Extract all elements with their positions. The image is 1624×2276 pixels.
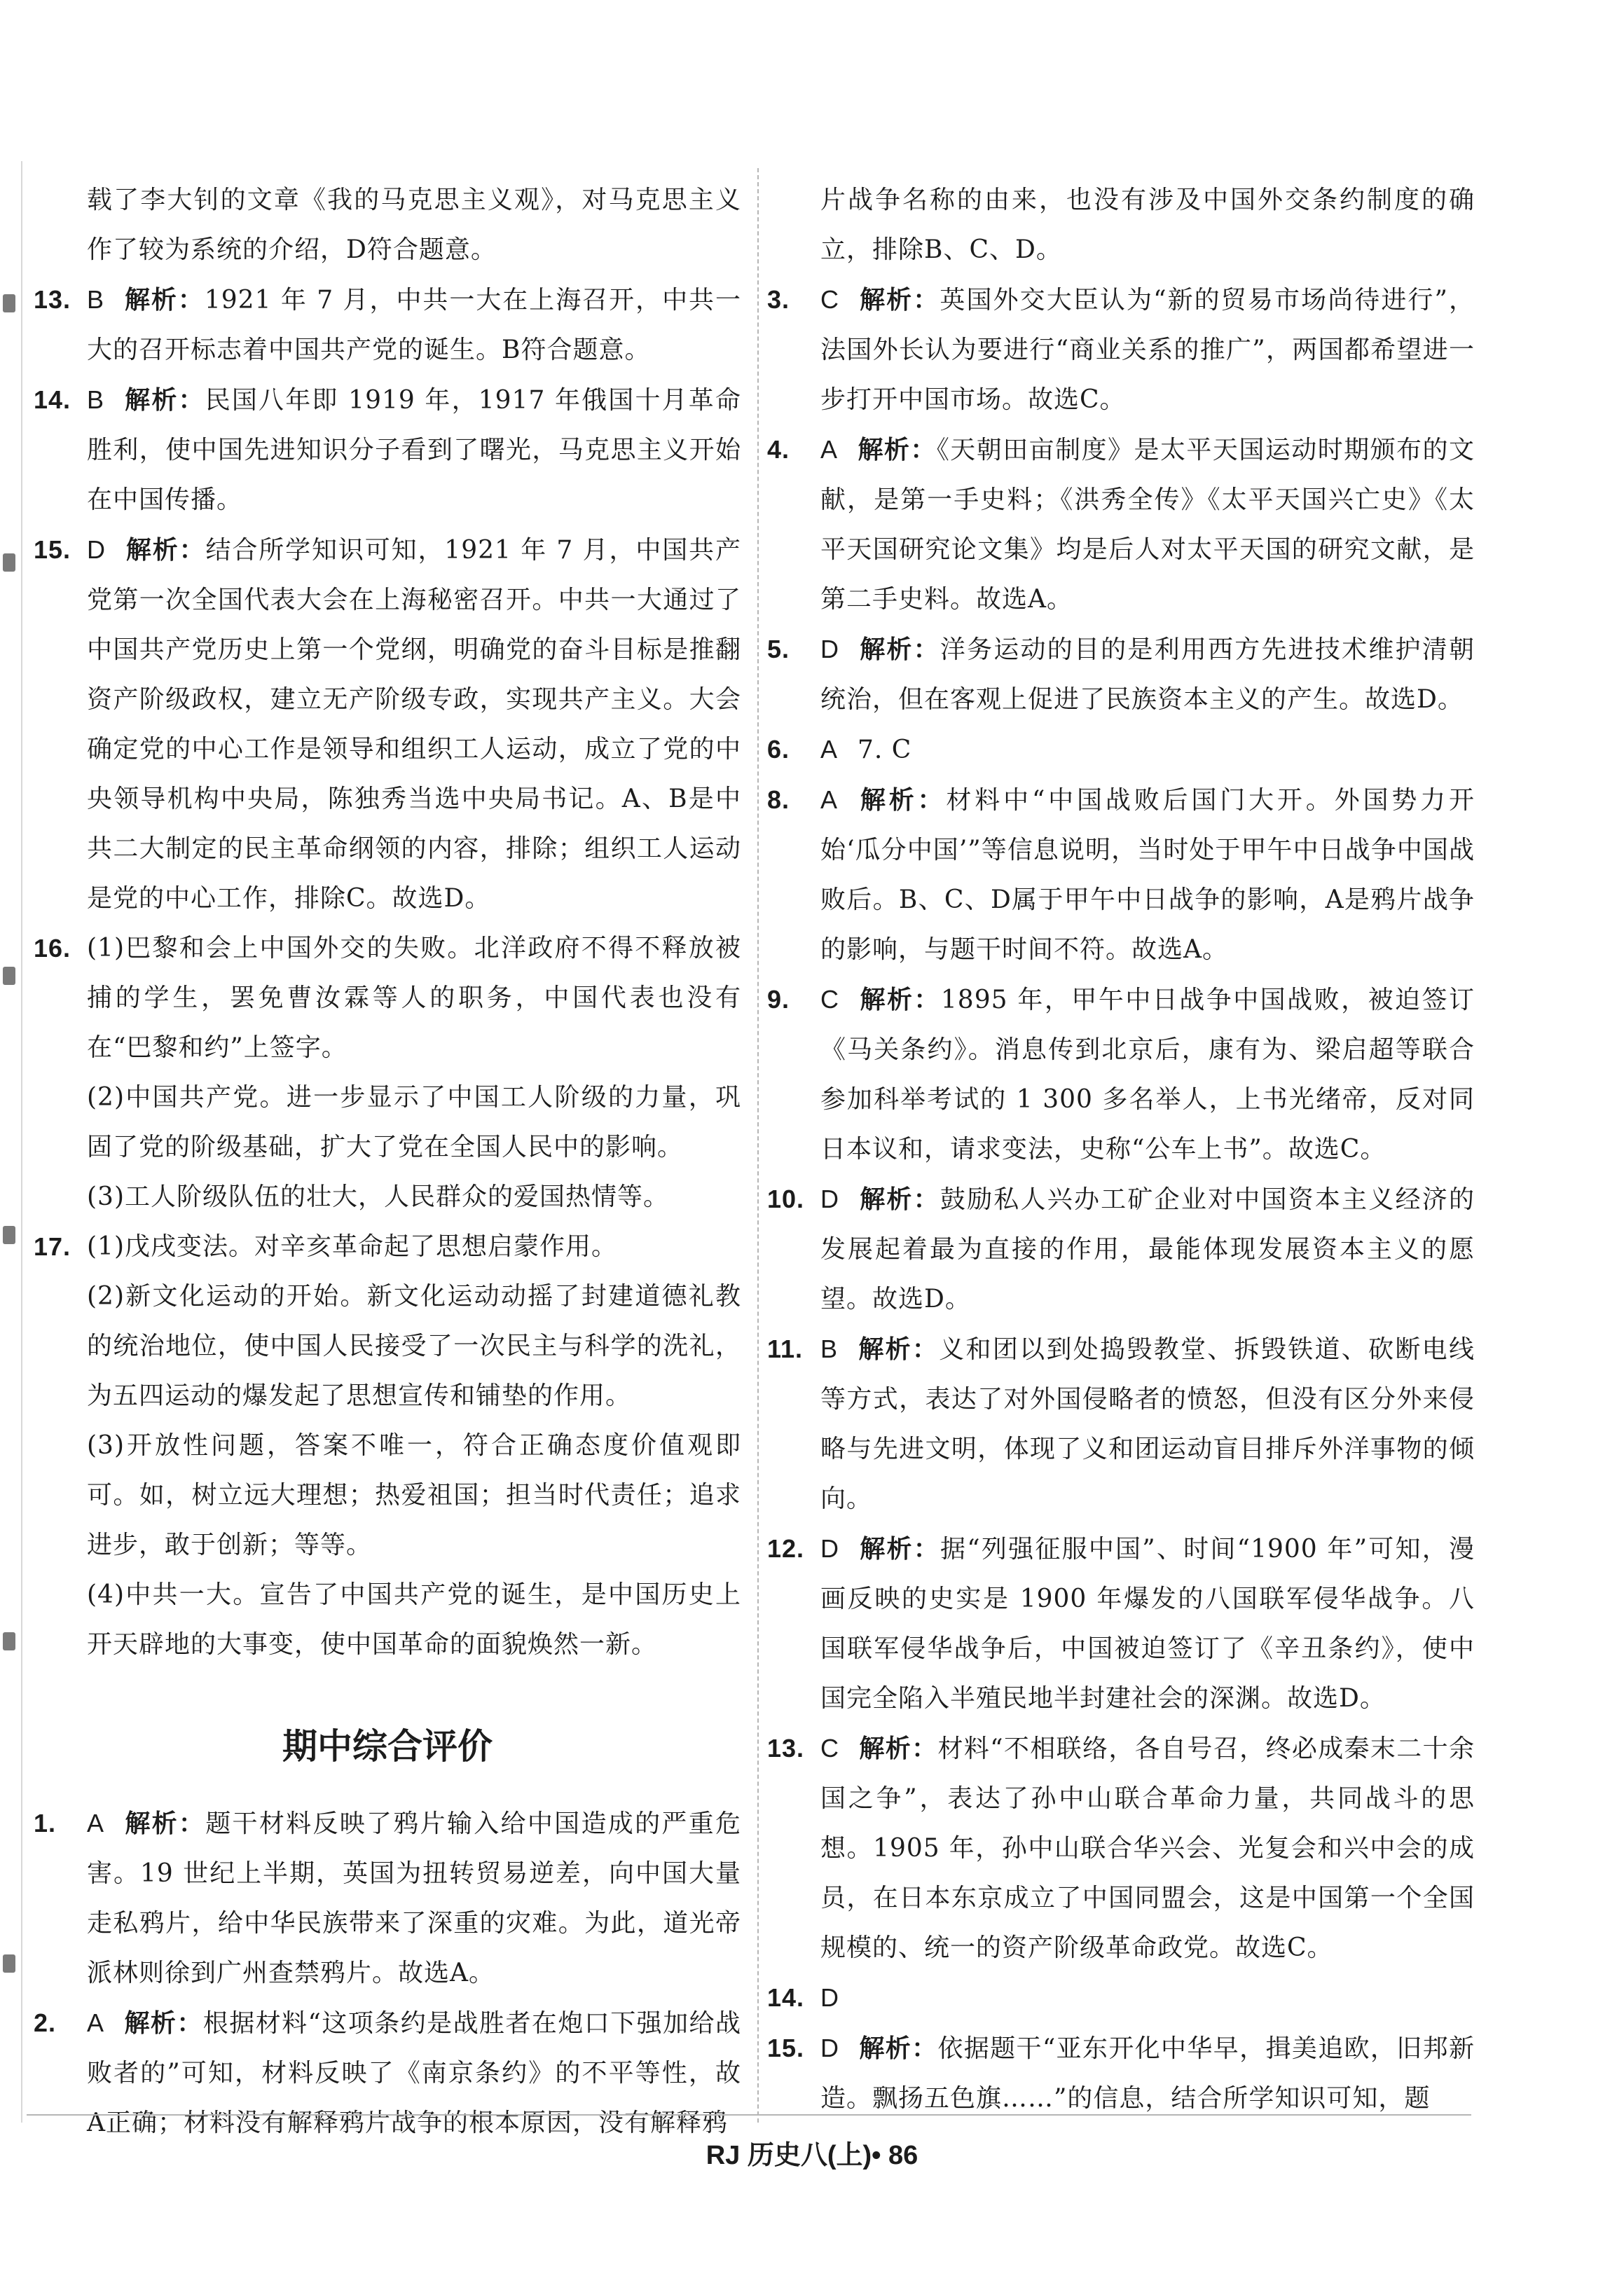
analysis-label: 解析： [859,1734,938,1763]
question-item [767,1324,1475,1524]
analysis-text: 根据材料“这项条约是战胜者在炮口下强加给战败者的”可知，材料反映了《南京条约》的不平等性，故A正确；材料没有解释鸦片战争的根本原因，没有解释鸦 [87,2009,741,2137]
analysis-label: 解析： [858,785,947,814]
question-body [820,775,1475,974]
page-footer: RJ 历史八(上)• 86 [706,2141,918,2170]
answer-letter: D [820,1983,839,2012]
analysis-text: 结合所学知识可知，1921 年 7 月，中国共产党第一次全国代表大会在上海秘密召开。中共一大通过了中国共产党历史上第一个党纲，明确党的奋斗目标是推翻资产阶级政权，建立无产阶级专政，实现共产主义。大会确定党的中心工作是领导和组织工人运动，成立了党的中央领导机构中央局，陈独秀当选中央局书记。A、B是中共二大制定的民主革命纲领的内容，排除；组织工人运动是党的中心工作，排除C。故选D。 [87,536,741,913]
analysis-label: 解析： [124,385,205,414]
answer-letter: C [820,285,839,314]
analysis-label: 解析： [859,1185,940,1213]
question-number: 3. [767,285,790,314]
analysis-label: 解析： [124,285,205,314]
analysis-label: 解析： [858,1334,940,1363]
question-number: 5. [767,635,790,663]
question-number: 6. [767,735,790,764]
question-item [767,425,1475,624]
question-body [87,1998,741,2148]
question-item [767,1174,1475,1324]
analysis-label: 解析： [859,285,940,314]
analysis-text: 英国外交大臣认为“新的贸易市场尚待进行”，法国外长认为要进行“商业关系的推广”，两国都希望进一步打开中国市场。故选C。 [820,286,1475,414]
margin-mark [3,1954,15,1973]
binding-margin [0,161,22,2123]
answer-letter: C [820,1734,839,1763]
question-number: 11. [767,1334,804,1363]
analysis-text: 据“列强征服中国”、时间“1900 年”可知，漫画反映的史实是 1900 年爆发的八国联军侵华战争。八国联军侵华战争后，中国被迫签订了《辛丑条约》，使中国完全陷入半殖民地半封建社会的深渊。故选D。 [820,1535,1475,1713]
answer-letter: B [87,285,105,314]
question-number: 14. [34,385,71,414]
answer-letter: D [820,1185,839,1213]
answer-letter: A [87,2008,105,2037]
analysis-text: 鼓励私人兴办工矿企业对中国资本主义经济的发展起着最为直接的作用，最能体现发展资本主义的愿望。故选D。 [820,1185,1475,1313]
question-number: 10. [767,1185,805,1213]
continued-text: 载了李大钊的文章《我的马克思主义观》，对马克思主义作了较为系统的介绍，D符合题意。 [87,186,741,264]
question-item [34,1222,741,1271]
answer-letter: A [87,1809,105,1837]
answer-letter: C [820,985,839,1014]
margin-mark [3,1632,15,1650]
question-body [820,275,1475,425]
answer-letter: A [820,735,839,764]
answer-letter: D [87,535,106,564]
question-number: 9. [767,985,790,1014]
analysis-label: 解析： [125,535,206,564]
question-number: 14. [767,1983,805,2012]
question-item [767,1973,1475,2023]
sub-answer: (4)中共一大。宣告了中国共产党的诞生，是中国历史上开天辟地的大事变，使中国革命的面貌焕然一新。 [87,1580,741,1659]
question-number: 13. [767,1734,805,1763]
question-item [34,1998,741,2148]
question-number: 12. [767,1534,805,1563]
analysis-label: 解析： [124,2008,203,2037]
analysis-text: 1921 年 7 月，中共一大在上海召开，中共一大的召开标志着中国共产党的诞生。B符合题意。 [87,286,741,364]
analysis-text: 题干材料反映了鸦片输入给中国造成的严重危害。19 世纪上半期，英国为扭转贸易逆差，向中国大量走私鸦片，给中华民族带来了深重的灾难。为此，道光帝派林则徐到广州查禁鸦片。故选A。 [87,1809,741,1987]
right-column [767,175,1475,2123]
left-column [34,175,741,2148]
question-number: 2. [34,2008,57,2037]
answer-letter: D [820,1534,839,1563]
question-item [767,974,1475,1174]
analysis-label: 解析： [859,1534,940,1563]
question-body [87,923,741,1073]
question-item [767,724,1475,775]
question-body [820,1324,1475,1524]
question-item [34,375,741,525]
question-number: 13. [34,285,71,314]
continued-text: 片战争名称的由来，也没有涉及中国外交条约制度的确立，排除B、C、D。 [820,186,1475,264]
question-body [820,1723,1475,1973]
question-body [820,724,1475,775]
question-body [820,2023,1475,2123]
question-item [767,624,1475,724]
answer-letter: A [820,785,839,814]
analysis-text: (1)巴黎和会上中国外交的失败。北洋政府不得不释放被捕的学生，罢免曹汝霖等人的职务，中国代表也没有在“巴黎和约”上签字。 [87,934,741,1062]
question-body [820,1174,1475,1324]
analysis-text: (1)戊戌变法。对辛亥革命起了思想启蒙作用。 [87,1232,617,1261]
question-number: 1. [34,1809,57,1837]
question-number: 15. [34,535,71,564]
question-body [87,525,741,923]
analysis-text: 材料中“中国战败后国门大开。外国势力开始‘瓜分中国’”等信息说明，当时处于甲午中日战争中国战败后。B、C、D属于甲午中日战争的影响，A是鸦片战争的影响，与题干时间不符。故选A。 [820,786,1475,964]
analysis-text: 《天朝田亩制度》是太平天国运动时期颁布的文献，是第一手史料；《洪秀全传》《太平天国兴亡史》《太平天国研究论文集》均是后人对太平天国的研究文献，是第二手史料。故选A。 [820,436,1475,614]
margin-mark [3,294,15,312]
analysis-text: 7. C [858,736,912,764]
question-item [767,1723,1475,1973]
question-number: 8. [767,785,790,814]
sub-answer: (3)工人阶级队伍的壮大，人民群众的爱国热情等。 [87,1182,669,1211]
answer-letter: D [820,2034,839,2062]
question-item [767,775,1475,974]
question-item [767,2023,1475,2123]
question-body [87,375,741,525]
question-body [87,1798,741,1998]
question-number: 17. [34,1232,71,1261]
answer-letter: A [820,435,839,464]
section-title: 期中综合评价 [282,1727,493,1766]
question-item [767,1524,1475,1723]
question-body [820,1524,1475,1723]
margin-mark [3,1226,15,1244]
analysis-label: 解析： [859,635,940,663]
analysis-label: 解析： [858,435,937,464]
answer-letter: D [820,635,839,663]
analysis-text: 民国八年即 1919 年，1917 年俄国十月革命胜利，使中国先进知识分子看到了曙光，马克思主义开始在中国传播。 [87,386,741,514]
question-body [87,1222,741,1271]
analysis-label: 解析： [124,1809,206,1837]
analysis-text: 依据题干“亚东开化中华早，揖美追欧，旧邦新造。飘扬五色旗……”的信息，结合所学知识可知，题 [820,2034,1475,2113]
analysis-text: 义和团以到处捣毁教堂、拆毁铁道、砍断电线等方式，表达了对外国侵略者的愤怒，但没有区分外来侵略与先进文明，体现了义和团运动盲目排斥外洋事物的倾向。 [820,1335,1475,1513]
question-body [820,425,1475,624]
sub-answer: (2)新文化运动的开始。新文化运动动摇了封建道德礼教的统治地位，使中国人民接受了一次民主与科学的洗礼，为五四运动的爆发起了思想宣传和铺垫的作用。 [87,1282,741,1410]
analysis-label: 解析： [859,985,941,1014]
question-number: 4. [767,435,790,464]
question-number: 16. [34,934,71,963]
analysis-text: 材料“不相联络，各自号召，终必成秦末二十余国之争”，表达了孙中山联合革命力量，共同战斗的思想。1905 年，孙中山联合华兴会、光复会和兴中会的成员，在日本东京成立了中国同盟会，这是中国第一个全国规模的、统一的资产阶级革命政党。故选C。 [820,1734,1475,1962]
margin-mark [3,553,15,572]
question-number: 15. [767,2034,805,2062]
analysis-text: 1895 年，甲午中日战争中国战败，被迫签订《马关条约》。消息传到北京后，康有为、梁启超等联合参加科举考试的 1 300 多名举人，上书光绪帝，反对同日本议和，请求变法，史称“公车上书”。故选C。 [820,986,1475,1164]
question-body [820,1973,1475,2023]
question-item [34,275,741,375]
margin-mark [3,967,15,985]
analysis-label: 解析： [859,2034,938,2062]
question-body [820,624,1475,724]
answer-letter: B [87,385,105,414]
sub-answer: (3)开放性问题，答案不唯一，符合正确态度价值观即可。如，树立远大理想；热爱祖国；担当时代责任；追求进步，敢于创新；等等。 [87,1431,741,1559]
question-item [34,525,741,923]
column-divider [757,168,759,2123]
footer-rule [27,2114,1471,2116]
sub-answer: (2)中国共产党。进一步显示了中国工人阶级的力量，巩固了党的阶级基础，扩大了党在全国人民中的影响。 [87,1083,741,1161]
question-item [34,923,741,1073]
question-item [767,275,1475,425]
analysis-text: 洋务运动的目的是利用西方先进技术维护清朝统治，但在客观上促进了民族资本主义的产生。故选D。 [820,635,1475,714]
answer-letter: B [820,1334,839,1363]
question-item [34,1798,741,1998]
question-body [820,974,1475,1174]
question-body [87,275,741,375]
